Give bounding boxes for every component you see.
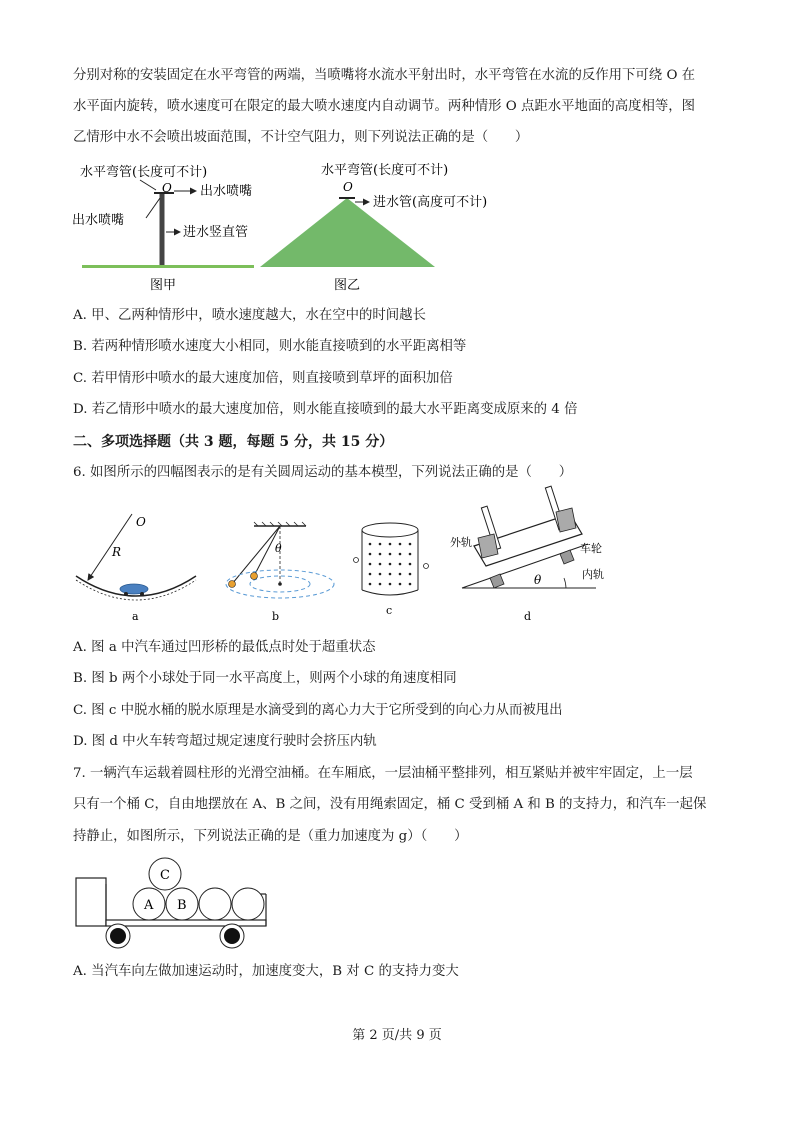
jia-caption: 图甲 [149, 278, 177, 293]
q6-figures [70, 500, 610, 632]
intro-line-3: 乙情形中水不会喷出坡面范围，不计空气阻力，则下列说法正确的是（ ） [73, 130, 529, 145]
jia-nozzle-right-label: 出水喷嘴 [200, 184, 253, 199]
q7-stem-line-1: 7. 一辆汽车运载着圆柱形的光滑空油桶。在车厢底，一层油桶平整排列，相互紧贴并被牢牢固定，上一层 [73, 766, 693, 781]
d-outer-rail-label: 外轨 [450, 536, 472, 549]
figure-jia [70, 158, 260, 296]
q6-option-d: D. 图 d 中火车转弯超过规定速度行驶时会挤压内轨 [73, 734, 377, 749]
q5-option-c: C. 若甲情形中喷水的最大速度加倍，则直接喷到草坪的面积加倍 [73, 371, 453, 386]
car-icon [120, 584, 148, 594]
barrel-b-label: B [177, 898, 187, 913]
barrel-a-label: A [144, 898, 154, 913]
d-caption: d [524, 610, 532, 623]
q7-option-a: A. 当汽车向左做加速运动时，加速度变大，B 对 C 的支持力变大 [73, 964, 459, 979]
a-o-label: O [136, 515, 146, 529]
a-caption: a [132, 610, 139, 623]
yi-o-label: O [343, 180, 353, 194]
b-theta-label: θ [275, 542, 282, 555]
q5-option-d: D. 若乙情形中喷水的最大速度加倍，则水能直接喷到的最大水平距离变成原来的 4 倍 [73, 402, 578, 417]
a-r-label: R [112, 545, 122, 559]
section-2-heading: 二、多项选择题（共 3 题，每题 5 分，共 15 分） [73, 434, 394, 450]
yi-caption: 图乙 [333, 278, 361, 293]
yi-inlet-label: 进水管(高度可不计) [373, 195, 488, 210]
intro-line-1: 分别对称的安装固定在水平弯管的两端，当喷嘴将水流水平射出时，水平弯管在水流的反作用下可绕 O 在 [73, 68, 696, 83]
d-wheel-label: 车轮 [580, 542, 602, 555]
q7-stem-line-3: 持静止，如图所示，下列说法正确的是（重力加速度为 g）（ ） [73, 829, 468, 844]
q7-stem-line-2: 只有一个桶 C，自由地摆放在 A、B 之间，没有用绳索固定，桶 C 受到桶 A 和 B 的支持力，和汽车一起保 [73, 797, 707, 812]
q5-option-a: A. 甲、乙两种情形中，喷水速度越大，水在空中的时间越长 [73, 308, 426, 323]
barrel-c-label: C [160, 868, 170, 883]
jia-o-label: O [162, 181, 172, 195]
yi-pipe-label: 水平弯管(长度可不计) [321, 163, 449, 178]
q6-option-b: B. 图 b 两个小球处于同一水平高度上，则两个小球的角速度相同 [73, 671, 457, 686]
q7-truck-figure [72, 854, 272, 956]
figure-yi [255, 158, 488, 296]
figure-b [226, 522, 334, 623]
jia-pipe-label: 水平弯管(长度可不计) [80, 165, 208, 180]
q5-option-b: B. 若两种情形喷水速度大小相同，则水能直接喷到的水平距离相等 [73, 339, 467, 354]
q6-option-a: A. 图 a 中汽车通过凹形桥的最低点时处于超重状态 [73, 640, 376, 655]
q6-stem: 6. 如图所示的四幅图表示的是有关圆周运动的基本模型，下列说法正确的是（ ） [73, 465, 573, 480]
c-caption: c [386, 604, 393, 617]
intro-line-2: 水平面内旋转，喷水速度可在限定的最大喷水速度内自动调节。两种情形 O 点距水平地面的高度相等，图 [73, 99, 696, 114]
q6-option-c: C. 图 c 中脱水桶的脱水原理是水滴受到的离心力大于它所受到的向心力从而被甩出 [73, 703, 563, 718]
figure-a [76, 514, 196, 623]
jia-vertical-label: 进水竖直管 [183, 225, 249, 240]
jia-nozzle-left-label: 出水喷嘴 [72, 213, 125, 228]
page-footer: 第 2 页/共 9 页 [352, 1028, 442, 1043]
figure-c [354, 523, 429, 617]
figure-d [450, 486, 604, 623]
d-theta-label: θ [534, 573, 542, 587]
d-inner-rail-label: 内轨 [582, 568, 604, 581]
b-caption: b [272, 610, 280, 623]
